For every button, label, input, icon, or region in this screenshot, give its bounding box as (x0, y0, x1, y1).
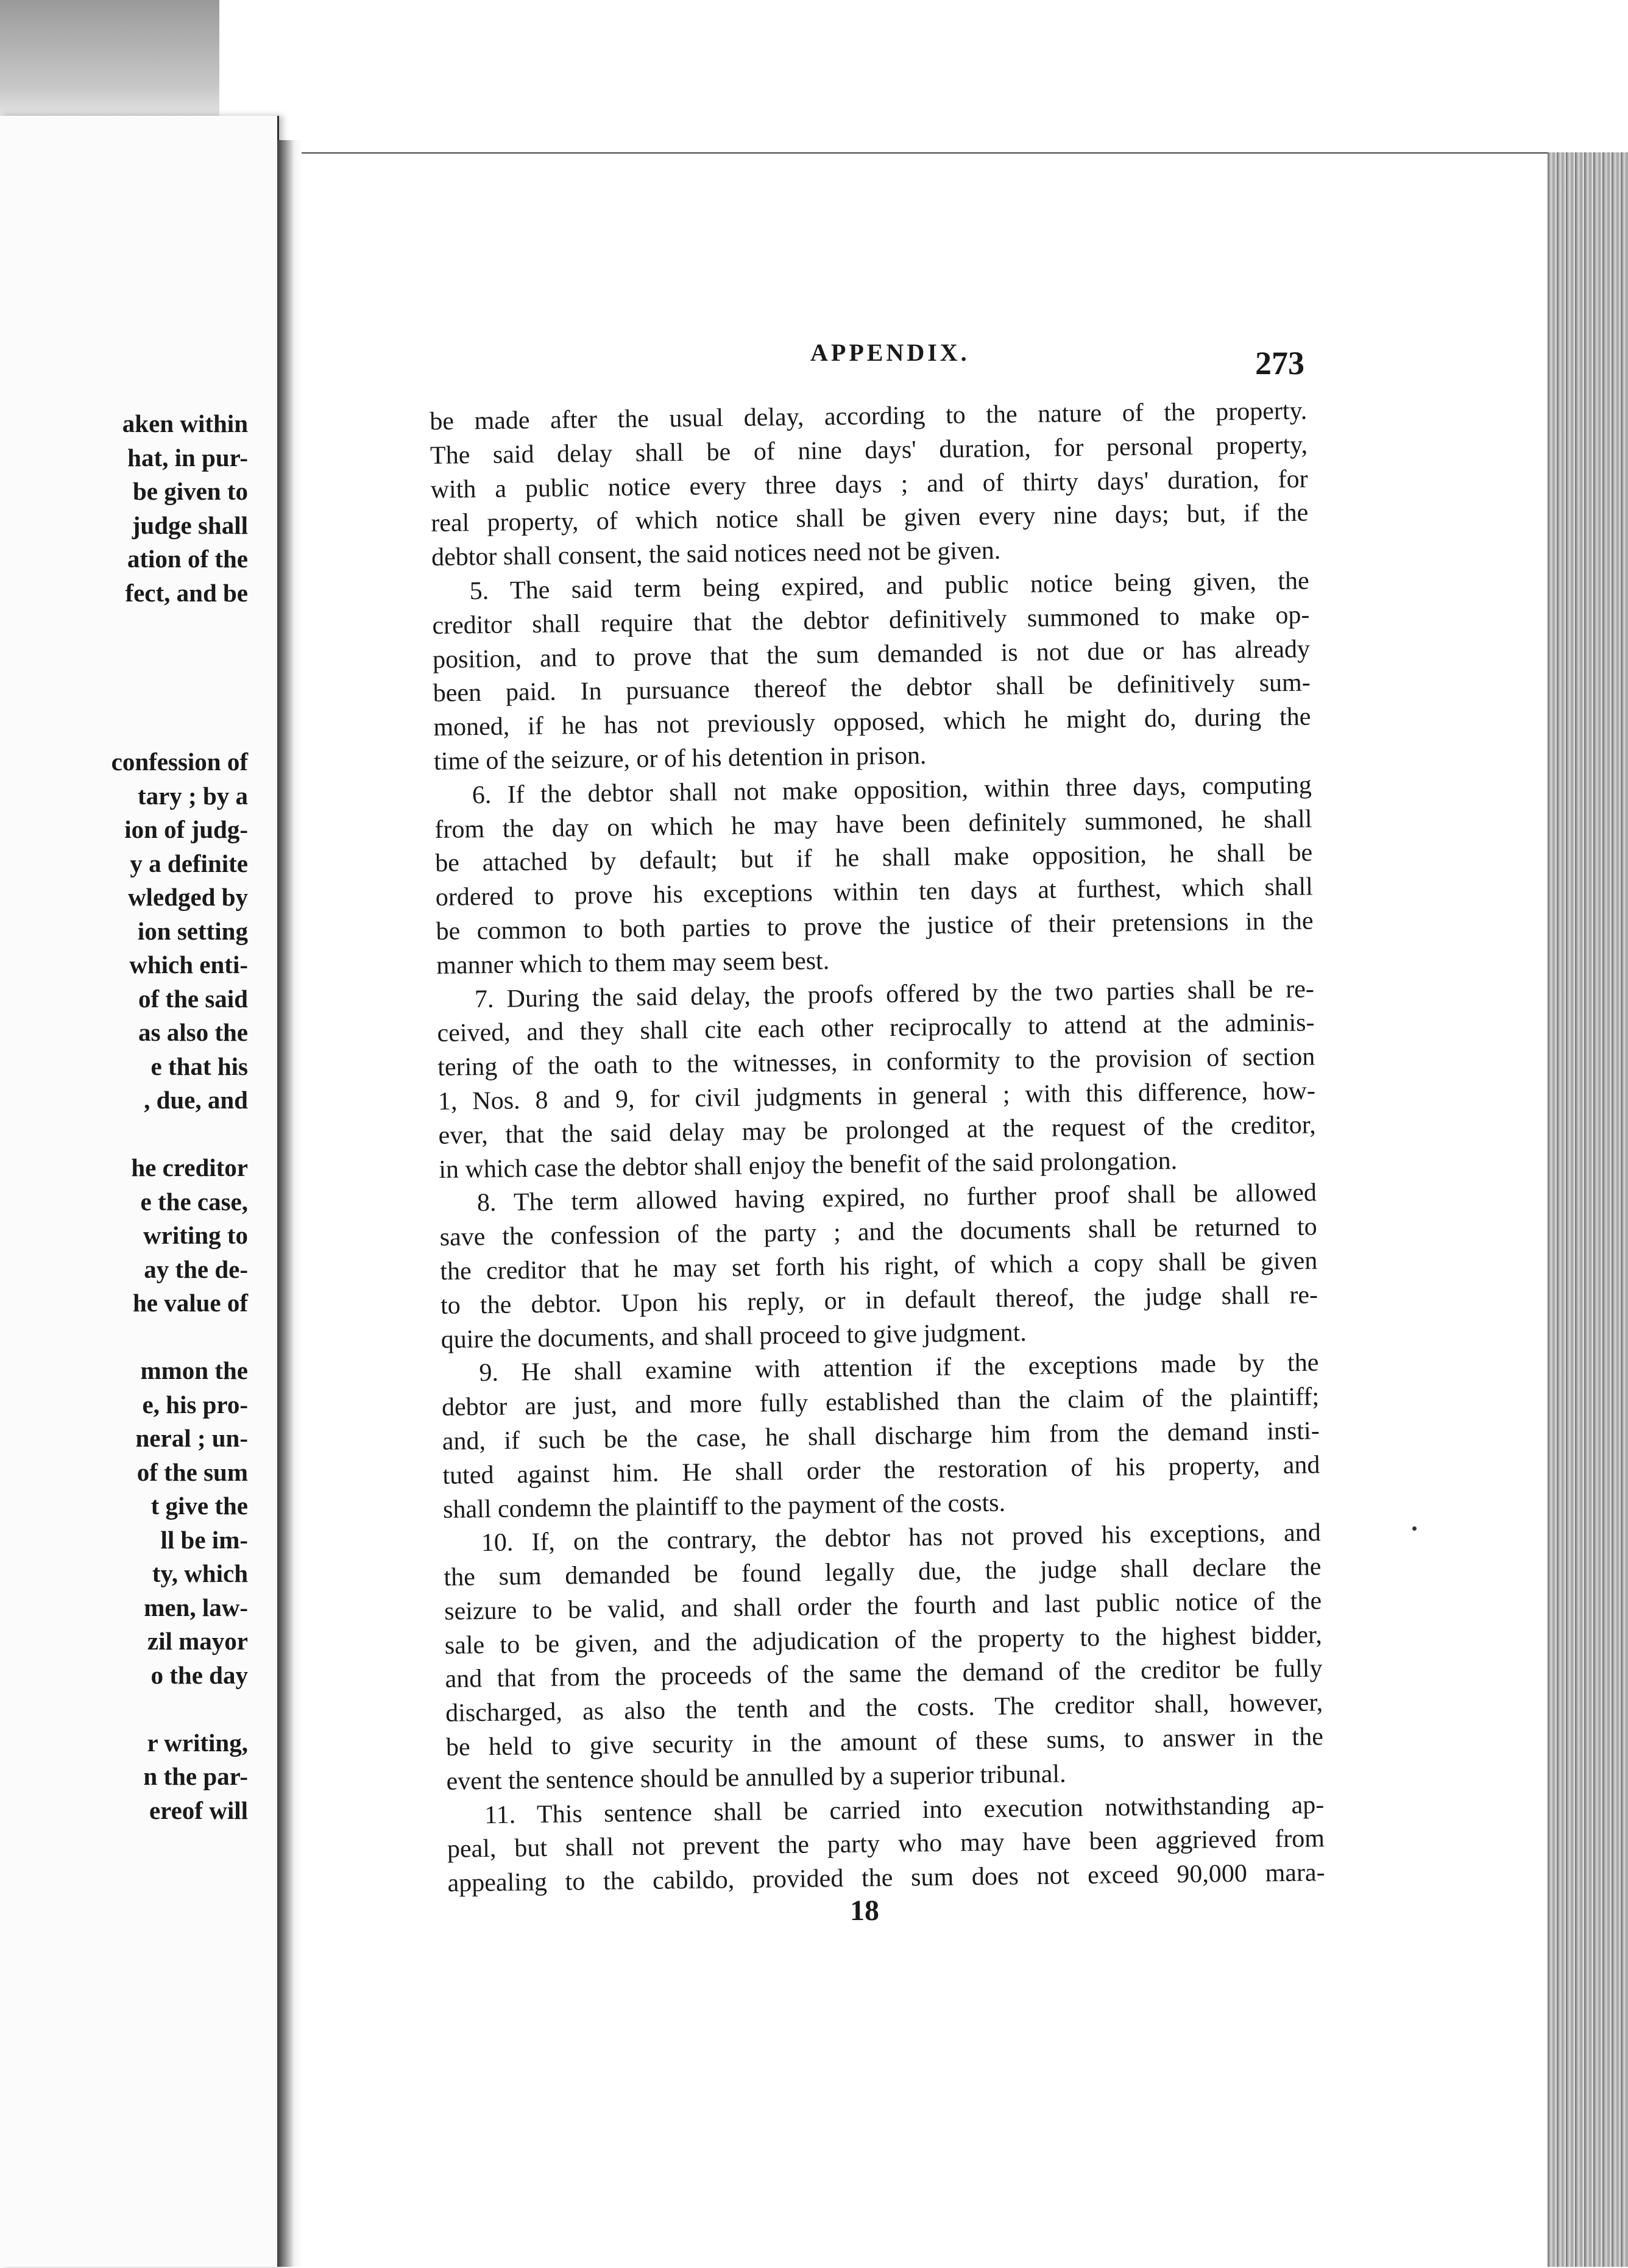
paragraph (443, 1517, 1323, 1799)
facing-page-line: wledged by (127, 883, 248, 911)
facing-page-line: zil mayor (147, 1627, 248, 1655)
facing-page-line (111, 1692, 248, 1726)
facing-page-line: men, law- (144, 1593, 248, 1621)
text-line: tering of the oath to the witnesses, in conformity to the provision of section (437, 1043, 1315, 1082)
text-line: 7. During the said delay, the proofs offered by the two parties shall be re- (474, 974, 1315, 1013)
text-line: 8. The term allowed having expired, no further proof shall be allowed (476, 1178, 1317, 1217)
text-line: ordered to prove his exceptions within ten days at furthest, which shall (435, 873, 1314, 912)
facing-page-line (111, 644, 248, 678)
book-gutter (277, 140, 302, 2267)
text-line: discharged, as also the tenth and the costs. The creditor shall, however, (445, 1689, 1323, 1728)
text-line: 6. If the debtor shall not make opposition, within three days, computing (472, 771, 1312, 809)
facing-page-line: hat, in pur- (127, 443, 248, 472)
facing-page-line: n the par- (143, 1762, 248, 1790)
facing-page-line: r writing, (147, 1728, 248, 1757)
facing-page-line (111, 712, 248, 746)
text-line: in which case the debtor shall enjoy the benefit of the said prolongation. (439, 1146, 1178, 1184)
text-line: event the sentence should be annulled by a superior tribunal. (446, 1760, 1066, 1796)
facing-page-line: tary ; by a (137, 781, 248, 810)
facing-page-left (0, 116, 279, 2267)
paragraph (431, 564, 1311, 779)
text-line: and, if such be the case, he shall discharge him from the demand insti- (442, 1417, 1320, 1456)
text-line: from the day on which he may have been definitely summoned, he shall (434, 804, 1312, 844)
facing-page-line (111, 1320, 248, 1355)
text-line: real property, of which notice shall be given every nine days; but, if the (431, 498, 1309, 538)
ink-speck (1412, 1526, 1417, 1531)
text-line: the sum demanded be found legally due, the judge shall declare the (444, 1553, 1322, 1592)
text-line: sale to be given, and the adjudication of the property to the highest bidder, (444, 1620, 1323, 1660)
text-line: shall condemn the plaintiff to the payment of the costs. (442, 1489, 1006, 1524)
facing-page-line (111, 610, 248, 644)
facing-page-line: o the day (150, 1660, 248, 1689)
paragraph (434, 768, 1314, 983)
body-text (430, 394, 1325, 1901)
text-line: be made after the usual delay, according to the nature of the property. (430, 397, 1308, 436)
paragraph (441, 1347, 1320, 1528)
text-line: save the confession of the party ; and the documents shall be returned to (439, 1213, 1317, 1252)
text-line: been paid. In pursuance thereof the debtor shall be definitively sum- (433, 668, 1311, 708)
running-head: APPENDIX. (810, 339, 970, 366)
facing-page-line: t give the (150, 1492, 248, 1520)
text-line: creditor shall require that the debtor definitively summoned to make op- (432, 601, 1310, 640)
facing-page-line (111, 678, 248, 712)
paragraph (447, 1788, 1325, 1901)
text-line: The said delay shall be of nine days' duration, for personal property, (430, 431, 1308, 470)
page-number: 273 (1255, 345, 1304, 381)
text-line: the creditor that he may set forth his right, of which a copy shall be given (440, 1247, 1318, 1286)
text-line: 9. He shall examine with attention if the exceptions made by the (479, 1348, 1319, 1387)
facing-page-line: ion setting (137, 916, 248, 945)
text-line: 5. The said term being expired, and public notice being given, the (469, 567, 1309, 606)
text-line: 10. If, on the contrary, the debtor has not proved his exceptions, and (481, 1518, 1321, 1557)
facing-page-line: confession of (111, 748, 248, 776)
text-line: ever, that the said delay may be prolonged at the request of the creditor, (438, 1111, 1316, 1150)
text-line: manner which to them may seem best. (436, 946, 830, 980)
facing-page-line: which enti- (129, 951, 248, 979)
paragraph (439, 1177, 1318, 1358)
text-line: 1, Nos. 8 and 9, for civil judgments in general ; with this difference, how- (437, 1077, 1316, 1116)
facing-page-line: of the sum (136, 1458, 248, 1486)
text-line: debtor are just, and more fully established than the claim of the plaintiff; (441, 1383, 1320, 1422)
paragraph (430, 394, 1309, 575)
facing-page-line: , due, and (144, 1086, 248, 1114)
facing-page-line: fect, and be (125, 578, 248, 607)
facing-page-line: of the said (138, 984, 248, 1013)
facing-page-line: e, his pro- (142, 1390, 248, 1419)
facing-page-line: e the case, (140, 1187, 248, 1216)
facing-page-line: judge shall (132, 511, 248, 539)
text-line: and that from the proceeds of the same the demand of the creditor be fully (445, 1654, 1323, 1694)
text-line: quire the documents, and shall proceed to give judgment. (441, 1318, 1027, 1354)
facing-page-line: mmon the (140, 1356, 248, 1384)
facing-page-line: neral ; un- (135, 1424, 248, 1452)
facing-page-line: ation of the (127, 545, 248, 573)
text-line: time of the seizure, or of his detention in prison. (433, 742, 927, 776)
text-line: appealing to the cabildo, provided the sum does not exceed 90,000 mara- (447, 1859, 1325, 1898)
text-line: ceived, and they shall cite each other reciprocally to attend at the adminis- (437, 1008, 1315, 1048)
facing-page-line: aken within (122, 409, 248, 438)
facing-page-line: he value of (132, 1289, 248, 1317)
text-line: be held to give security in the amount of these sums, to answer in the (445, 1723, 1324, 1762)
facing-page-line: y a definite (130, 849, 248, 877)
facing-page-line (111, 1118, 248, 1152)
facing-page-line: ion of judg- (124, 815, 248, 843)
facing-page-line: as also the (138, 1018, 248, 1046)
text-line: debtor shall consent, the said notices need not be given. (431, 536, 1001, 572)
text-line: position, and to prove that the sum demanded is not due or has already (432, 634, 1311, 674)
facing-page-line: writing to (143, 1221, 248, 1249)
page-edges (1548, 152, 1628, 2267)
facing-page-line: ay the de- (144, 1255, 248, 1283)
text-line: be common to both parties to prove the justice of their pretensions in the (436, 907, 1314, 946)
text-line: peal, but shall not prevent the party who may have been aggrieved from (447, 1824, 1325, 1864)
facing-page-text (111, 407, 248, 1827)
facing-page-line: e that his (150, 1052, 248, 1080)
text-line: be attached by default; but if he shall make opposition, he shall be (434, 838, 1313, 878)
facing-page-line: ty, which (152, 1559, 248, 1587)
paragraph (437, 973, 1317, 1187)
text-line: 11. This sentence shall be carried into execution notwithstanding ap- (484, 1790, 1325, 1829)
facing-page-line: ll be im- (160, 1525, 248, 1554)
facing-page-line: be given to (132, 477, 248, 505)
text-line: tuted against him. He shall order the restoration of his property, and (442, 1450, 1320, 1490)
signature-mark: 18 (850, 1894, 879, 1927)
facing-page-line: he creditor (131, 1153, 248, 1182)
text-line: to the debtor. Upon his reply, or in default thereof, the judge shall re- (440, 1281, 1318, 1320)
text-line: moned, if he has not previously opposed, which he might do, during the (433, 703, 1311, 742)
facing-page-line: ereof will (149, 1796, 248, 1824)
text-line: with a public notice every three days ; and of thirty days' duration, for (430, 464, 1308, 504)
text-line: seizure to be valid, and shall order the fourth and last public notice of the (444, 1587, 1322, 1626)
